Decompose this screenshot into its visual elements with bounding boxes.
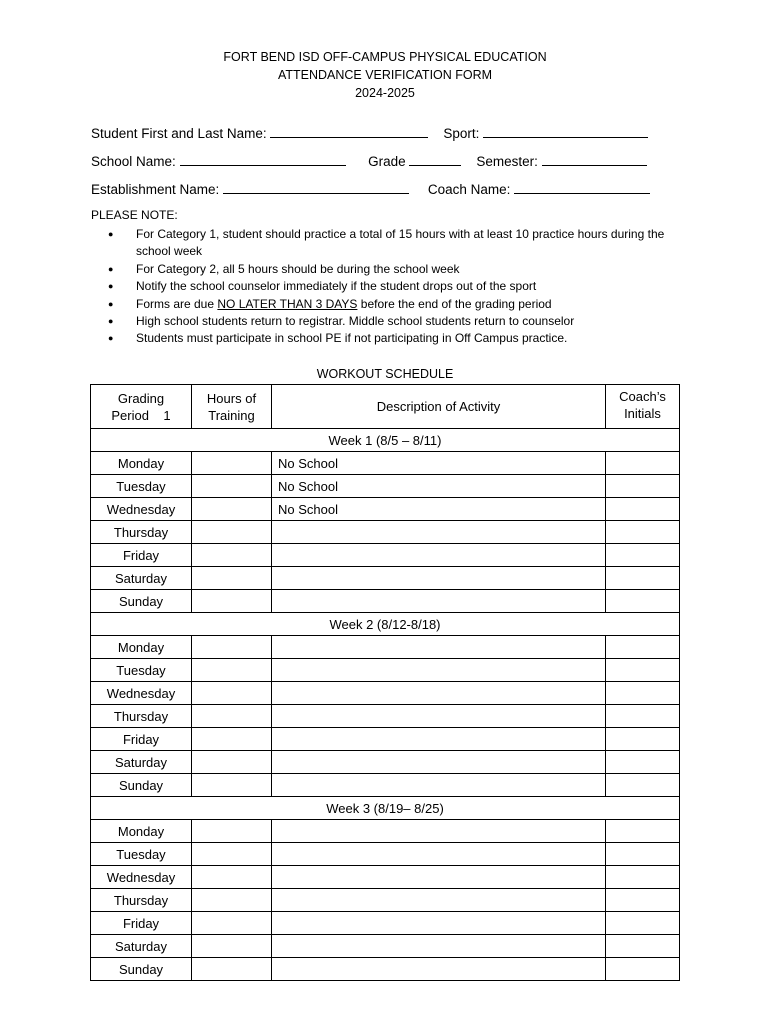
hours-cell[interactable] (192, 452, 272, 475)
hours-cell[interactable] (192, 521, 272, 544)
hours-cell[interactable] (192, 544, 272, 567)
grade-field[interactable] (409, 152, 461, 166)
day-label: Saturday (91, 935, 192, 958)
day-label: Sunday (91, 958, 192, 981)
coach-initials-cell[interactable] (606, 958, 680, 981)
table-row (91, 889, 680, 912)
forms-due-prefix: Forms are due (136, 296, 215, 311)
coach-initials-cell[interactable] (606, 889, 680, 912)
day-label: Tuesday (91, 843, 192, 866)
coach-initials-cell[interactable] (606, 843, 680, 866)
grading-period-header (91, 385, 192, 429)
workout-schedule-title: WORKOUT SCHEDULE (316, 367, 454, 381)
description-cell[interactable]: No School (272, 452, 606, 475)
coach-initials-cell[interactable] (606, 590, 680, 613)
week-header-row (91, 429, 680, 452)
hours-cell[interactable] (192, 958, 272, 981)
week-label: Week 3 (8/19– 8/25) (91, 797, 680, 820)
student-name-label: Student First and Last Name: (91, 126, 267, 141)
list-item (108, 296, 668, 313)
hours-cell[interactable] (192, 935, 272, 958)
description-cell[interactable] (272, 567, 606, 590)
hours-cell[interactable] (192, 774, 272, 797)
sport-field[interactable] (483, 124, 648, 138)
please-note-heading: PLEASE NOTE: (91, 208, 178, 222)
table-row (91, 521, 680, 544)
student-name-field[interactable] (270, 124, 428, 138)
hours-cell[interactable] (192, 912, 272, 935)
coach-initials-cell[interactable] (606, 912, 680, 935)
coach-initials-cell[interactable] (606, 751, 680, 774)
description-cell[interactable] (272, 590, 606, 613)
description-cell[interactable] (272, 728, 606, 751)
description-cell[interactable] (272, 774, 606, 797)
coach-initials-cell[interactable] (606, 452, 680, 475)
description-cell[interactable] (272, 935, 606, 958)
sport-label: Sport: (443, 126, 480, 141)
coach-initials-cell[interactable] (606, 475, 680, 498)
hours-cell[interactable] (192, 843, 272, 866)
coach-initials-cell[interactable] (606, 498, 680, 521)
week-label: Week 1 (8/5 – 8/11) (91, 429, 680, 452)
coach-initials-header-line2: Initials (624, 405, 661, 421)
day-label: Friday (91, 912, 192, 935)
coach-initials-cell[interactable] (606, 521, 680, 544)
coach-initials-cell[interactable] (606, 659, 680, 682)
description-cell[interactable] (272, 521, 606, 544)
table-row (91, 590, 680, 613)
table-row (91, 705, 680, 728)
description-cell[interactable] (272, 958, 606, 981)
coach-initials-header-line1: Coach’s (619, 388, 666, 404)
grading-period-header-line1: Grading (117, 390, 165, 406)
field-row-establishment (91, 180, 661, 197)
grade-label: Grade (368, 154, 406, 169)
establishment-label: Establishment Name: (91, 182, 220, 197)
coach-initials-cell[interactable] (606, 728, 680, 751)
day-label: Wednesday (91, 682, 192, 705)
semester-field[interactable] (542, 152, 647, 166)
schedule-body (91, 429, 680, 981)
day-label: Tuesday (91, 659, 192, 682)
header-title-line1: FORT BEND ISD OFF-CAMPUS PHYSICAL EDUCATION (223, 50, 547, 64)
description-cell[interactable] (272, 889, 606, 912)
coach-name-label: Coach Name: (427, 182, 511, 197)
hours-cell[interactable] (192, 728, 272, 751)
workout-schedule-table (90, 384, 680, 981)
coach-initials-cell[interactable] (606, 935, 680, 958)
table-row (91, 958, 680, 981)
hours-header-line2: Training (208, 407, 255, 423)
hours-cell[interactable] (192, 590, 272, 613)
week-header-row (91, 613, 680, 636)
hours-cell[interactable] (192, 820, 272, 843)
hours-cell[interactable] (192, 751, 272, 774)
semester-label: Semester: (476, 154, 538, 169)
header-school-year: 2024-2025 (355, 86, 415, 100)
table-header-row (91, 385, 680, 429)
table-row (91, 843, 680, 866)
coach-initials-cell[interactable] (606, 682, 680, 705)
list-item: ● High school students return to registrar. Middle school students return to counselor (108, 313, 668, 330)
table-row (91, 728, 680, 751)
form-header (0, 48, 770, 102)
week-header-row (91, 797, 680, 820)
table-row (91, 682, 680, 705)
description-cell[interactable] (272, 912, 606, 935)
day-label: Saturday (91, 567, 192, 590)
table-row (91, 567, 680, 590)
hours-header-line1: Hours of (206, 390, 257, 406)
establishment-field[interactable] (223, 180, 409, 194)
table-row (91, 544, 680, 567)
day-label: Friday (91, 728, 192, 751)
day-label: Tuesday (91, 475, 192, 498)
coach-initials-cell[interactable] (606, 636, 680, 659)
coach-name-field[interactable] (514, 180, 650, 194)
list-item: ● For Category 1, student should practice a total of 15 hours with at least 10 practice hours during the school week (108, 226, 668, 261)
forms-due-suffix: before the end of the grading period (360, 296, 552, 311)
description-cell[interactable] (272, 636, 606, 659)
description-cell[interactable] (272, 659, 606, 682)
description-header: Description of Activity (272, 385, 606, 429)
hours-cell[interactable] (192, 705, 272, 728)
coach-initials-cell[interactable] (606, 705, 680, 728)
hours-cell[interactable] (192, 682, 272, 705)
coach-initials-cell[interactable] (606, 774, 680, 797)
coach-initials-cell[interactable] (606, 544, 680, 567)
description-cell[interactable] (272, 820, 606, 843)
table-row (91, 912, 680, 935)
day-label: Sunday (91, 590, 192, 613)
coach-initials-cell[interactable] (606, 820, 680, 843)
description-cell[interactable] (272, 843, 606, 866)
day-label: Monday (91, 820, 192, 843)
hours-cell[interactable] (192, 659, 272, 682)
grading-period-header-line2: Period 1 (111, 407, 171, 423)
day-label: Monday (91, 636, 192, 659)
table-row (91, 820, 680, 843)
header-title-line2: ATTENDANCE VERIFICATION FORM (277, 68, 493, 82)
field-row-school (91, 152, 661, 169)
table-row (91, 774, 680, 797)
table-row (91, 866, 680, 889)
description-cell[interactable]: No School (272, 475, 606, 498)
day-label: Monday (91, 452, 192, 475)
day-label: Wednesday (91, 498, 192, 521)
day-label: Wednesday (91, 866, 192, 889)
list-item: ● Students must participate in school PE if not participating in Off Campus practice. (108, 330, 668, 347)
week-label: Week 2 (8/12-8/18) (91, 613, 680, 636)
hours-of-training-header (192, 385, 272, 429)
school-name-field[interactable] (180, 152, 346, 166)
table-row (91, 751, 680, 774)
day-label: Thursday (91, 521, 192, 544)
table-row (91, 659, 680, 682)
description-cell[interactable]: No School (272, 498, 606, 521)
forms-due-emphasis: NO LATER THAN 3 DAYS (217, 296, 358, 311)
coach-initials-header (606, 385, 680, 429)
field-row-student (91, 124, 661, 141)
table-row (91, 452, 680, 475)
list-item: ● For Category 2, all 5 hours should be during the school week (108, 261, 668, 278)
hours-cell[interactable] (192, 475, 272, 498)
table-row (91, 636, 680, 659)
day-label: Saturday (91, 751, 192, 774)
hours-cell[interactable] (192, 567, 272, 590)
table-row (91, 935, 680, 958)
coach-initials-cell[interactable] (606, 567, 680, 590)
day-label: Thursday (91, 889, 192, 912)
day-label: Sunday (91, 774, 192, 797)
school-name-label: School Name: (91, 154, 176, 169)
hours-cell[interactable] (192, 498, 272, 521)
notes-list (108, 226, 668, 348)
description-cell[interactable] (272, 544, 606, 567)
day-label: Friday (91, 544, 192, 567)
list-item: ● Notify the school counselor immediately if the student drops out of the sport (108, 278, 668, 295)
day-label: Thursday (91, 705, 192, 728)
description-cell[interactable] (272, 682, 606, 705)
hours-cell[interactable] (192, 866, 272, 889)
table-row (91, 498, 680, 521)
table-row (91, 475, 680, 498)
hours-cell[interactable] (192, 636, 272, 659)
hours-cell[interactable] (192, 889, 272, 912)
coach-initials-cell[interactable] (606, 866, 680, 889)
description-cell[interactable] (272, 866, 606, 889)
description-cell[interactable] (272, 705, 606, 728)
description-cell[interactable] (272, 751, 606, 774)
